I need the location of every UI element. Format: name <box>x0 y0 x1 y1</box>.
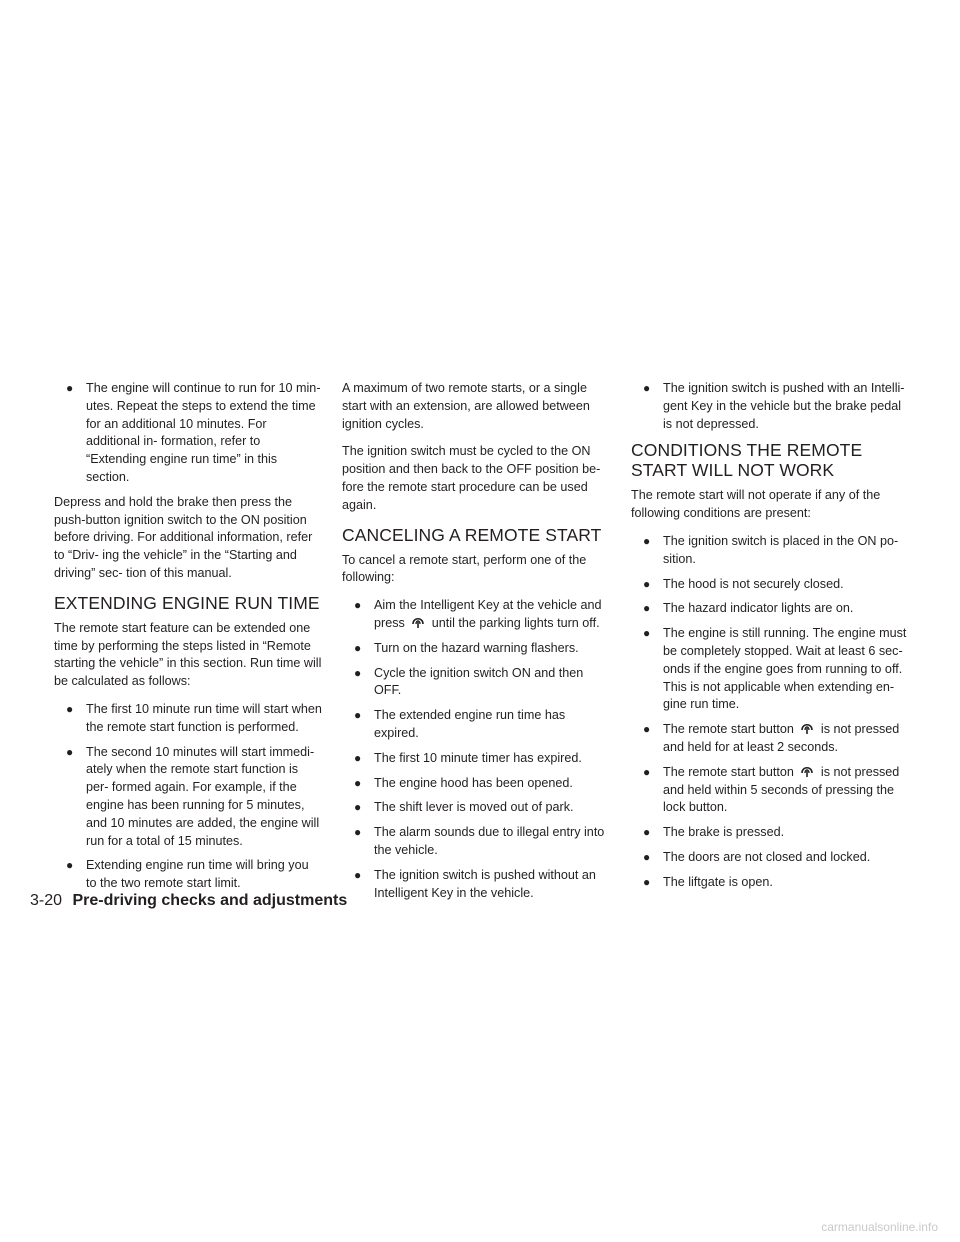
bullet-icon: ● <box>66 858 74 873</box>
list-item <box>643 824 907 842</box>
bullet-icon: ● <box>354 825 362 840</box>
list-item-text: The engine will continue to run for 10 min- utes. Repeat the steps to extend the time for an additional 10 minutes. For additional in- formation, refer to “Extending engine run time” in this section. <box>86 381 321 484</box>
page-footer <box>30 892 347 910</box>
list-item <box>643 764 907 817</box>
heading-extending-engine-run-time: EXTENDING ENGINE RUN TIME <box>54 592 320 613</box>
list-item <box>66 380 322 487</box>
list-item-text: Cycle the ignition switch ON and then OFF. <box>374 665 584 698</box>
list-item <box>66 744 322 851</box>
column-2 <box>342 380 612 909</box>
bullet-icon: ● <box>354 640 362 655</box>
list-item-text: The remote start button <box>663 722 794 737</box>
bullet-icon: ● <box>643 722 651 737</box>
bullet-icon: ● <box>643 825 651 840</box>
list-item <box>643 721 907 757</box>
list-item-text: The first 10 minute run time will start when the remote start function is performed. <box>86 701 322 734</box>
list-item-text: The first 10 minute timer has expired. <box>374 750 582 765</box>
intro-bullet-list <box>54 380 322 487</box>
list-item-text: The brake is pressed. <box>663 825 785 840</box>
list-item-text: The ignition switch is pushed with an Intelli- gent Key in the vehicle but the brake pedal is not depressed. <box>663 381 905 431</box>
bullet-icon: ● <box>354 750 362 765</box>
remote-start-icon <box>798 721 816 735</box>
bullet-icon: ● <box>643 874 651 889</box>
list-item <box>66 857 322 893</box>
top-bullet-list <box>631 380 907 433</box>
bullet-icon: ● <box>354 867 362 882</box>
list-item-text: The doors are not closed and locked. <box>663 849 871 864</box>
watermark: carmanualsonline.info <box>821 1220 938 1234</box>
list-item-text: The shift lever is moved out of park. <box>374 800 574 815</box>
bullet-icon: ● <box>354 775 362 790</box>
bullet-icon: ● <box>66 381 74 395</box>
paragraph-brake: Depress and hold the brake then press the push-button ignition switch to the ON position before driving. For additional information, refer to “Driv- ing the vehicle” in the “Starting and driving” sec- tion of this manual. <box>54 494 313 580</box>
list-item <box>354 750 612 768</box>
list-item <box>354 799 612 817</box>
heading-conditions: CONDITIONS THE REMOTE START WILL NOT WORK <box>631 440 863 481</box>
list-item-text: The engine is still running. The engine must be completely stopped. Wait at least 6 sec- onds if the engine goes from running to off. This is not applicable when extending en- gine run time. <box>663 626 907 712</box>
list-item-text: The hazard indicator lights are on. <box>663 601 854 616</box>
paragraph-extend: The remote start feature can be extended one time by performing the steps listed in “Remote starting the vehicle” in this section. Run time will be calculated as follows: <box>54 620 322 689</box>
paragraph-conditions: The remote start will not operate if any of the following conditions are present: <box>631 488 881 521</box>
list-item <box>354 640 612 658</box>
list-item <box>643 576 907 594</box>
extend-list <box>54 701 322 893</box>
list-item-text: The ignition switch is placed in the ON po- sition. <box>663 533 899 566</box>
paragraph-cycle: The ignition switch must be cycled to the ON position and then back to the OFF position be- fore the remote start procedure can be used again. <box>342 444 601 512</box>
remote-start-icon <box>798 764 816 778</box>
list-item-text: Extending engine run time will bring you to the two remote start limit. <box>86 858 309 891</box>
list-item <box>354 867 612 903</box>
bullet-icon: ● <box>66 744 74 759</box>
list-item-text: The second 10 minutes will start immedi- ately when the remote start function is per- formed again. For example, if the engine has been running for 5 minutes, and 10 minutes are added, the engine will run for a total of 15 minutes. <box>86 744 320 848</box>
remote-start-icon <box>409 615 427 629</box>
list-item-text: Aim the Intelligent Key at the vehicle and press <box>374 598 602 630</box>
list-item-text: The extended engine run time has expired. <box>374 708 566 740</box>
bullet-icon: ● <box>643 764 651 779</box>
page-number: 3-20 <box>30 892 63 909</box>
list-item <box>354 597 612 633</box>
list-item <box>643 380 907 433</box>
column-3 <box>631 380 907 899</box>
list-item-text: The ignition switch is pushed without an Intelligent Key in the vehicle. <box>374 867 596 900</box>
cancel-list <box>342 597 612 902</box>
bullet-icon: ● <box>643 626 651 641</box>
list-item <box>354 824 612 860</box>
list-item <box>643 533 907 569</box>
list-item-text: is not pressed and held for at least 2 seconds. <box>663 722 900 754</box>
bullet-icon: ● <box>354 800 362 815</box>
bullet-icon: ● <box>643 533 651 548</box>
heading-canceling-remote-start: CANCELING A REMOTE START <box>342 524 602 545</box>
bullet-icon: ● <box>643 849 651 864</box>
column-1 <box>54 380 322 900</box>
list-item-text: The engine hood has been opened. <box>374 775 573 790</box>
list-item <box>643 849 907 867</box>
list-item <box>354 665 612 701</box>
bullet-icon: ● <box>643 381 651 395</box>
bullet-icon: ● <box>643 601 651 616</box>
bullet-icon: ● <box>66 701 74 716</box>
section-title: Pre-driving checks and adjustments <box>72 892 348 909</box>
paragraph-cancel: To cancel a remote start, perform one of the following: <box>342 552 587 585</box>
list-item-text: The hood is not securely closed. <box>663 576 844 591</box>
bullet-icon: ● <box>643 576 651 591</box>
list-item-text: The alarm sounds due to illegal entry into the vehicle. <box>374 825 605 857</box>
list-item <box>66 701 322 737</box>
bullet-icon: ● <box>354 708 362 723</box>
list-item-text: The liftgate is open. <box>663 874 773 889</box>
list-item-text: is not pressed and held within 5 seconds of pressing the lock button. <box>663 764 900 815</box>
list-item <box>354 775 612 793</box>
list-item <box>643 625 907 714</box>
list-item-text: Turn on the hazard warning flashers. <box>374 640 579 655</box>
bullet-icon: ● <box>354 598 362 613</box>
conditions-list <box>631 533 907 892</box>
list-item <box>643 600 907 618</box>
list-item-text: until the parking lights turn off. <box>431 615 600 630</box>
list-item <box>354 707 612 743</box>
list-item <box>643 874 907 892</box>
paragraph-max-starts: A maximum of two remote starts, or a single start with an extension, are allowed between ignition cycles. <box>342 381 590 431</box>
bullet-icon: ● <box>354 665 362 680</box>
list-item-text: The remote start button <box>663 764 794 779</box>
